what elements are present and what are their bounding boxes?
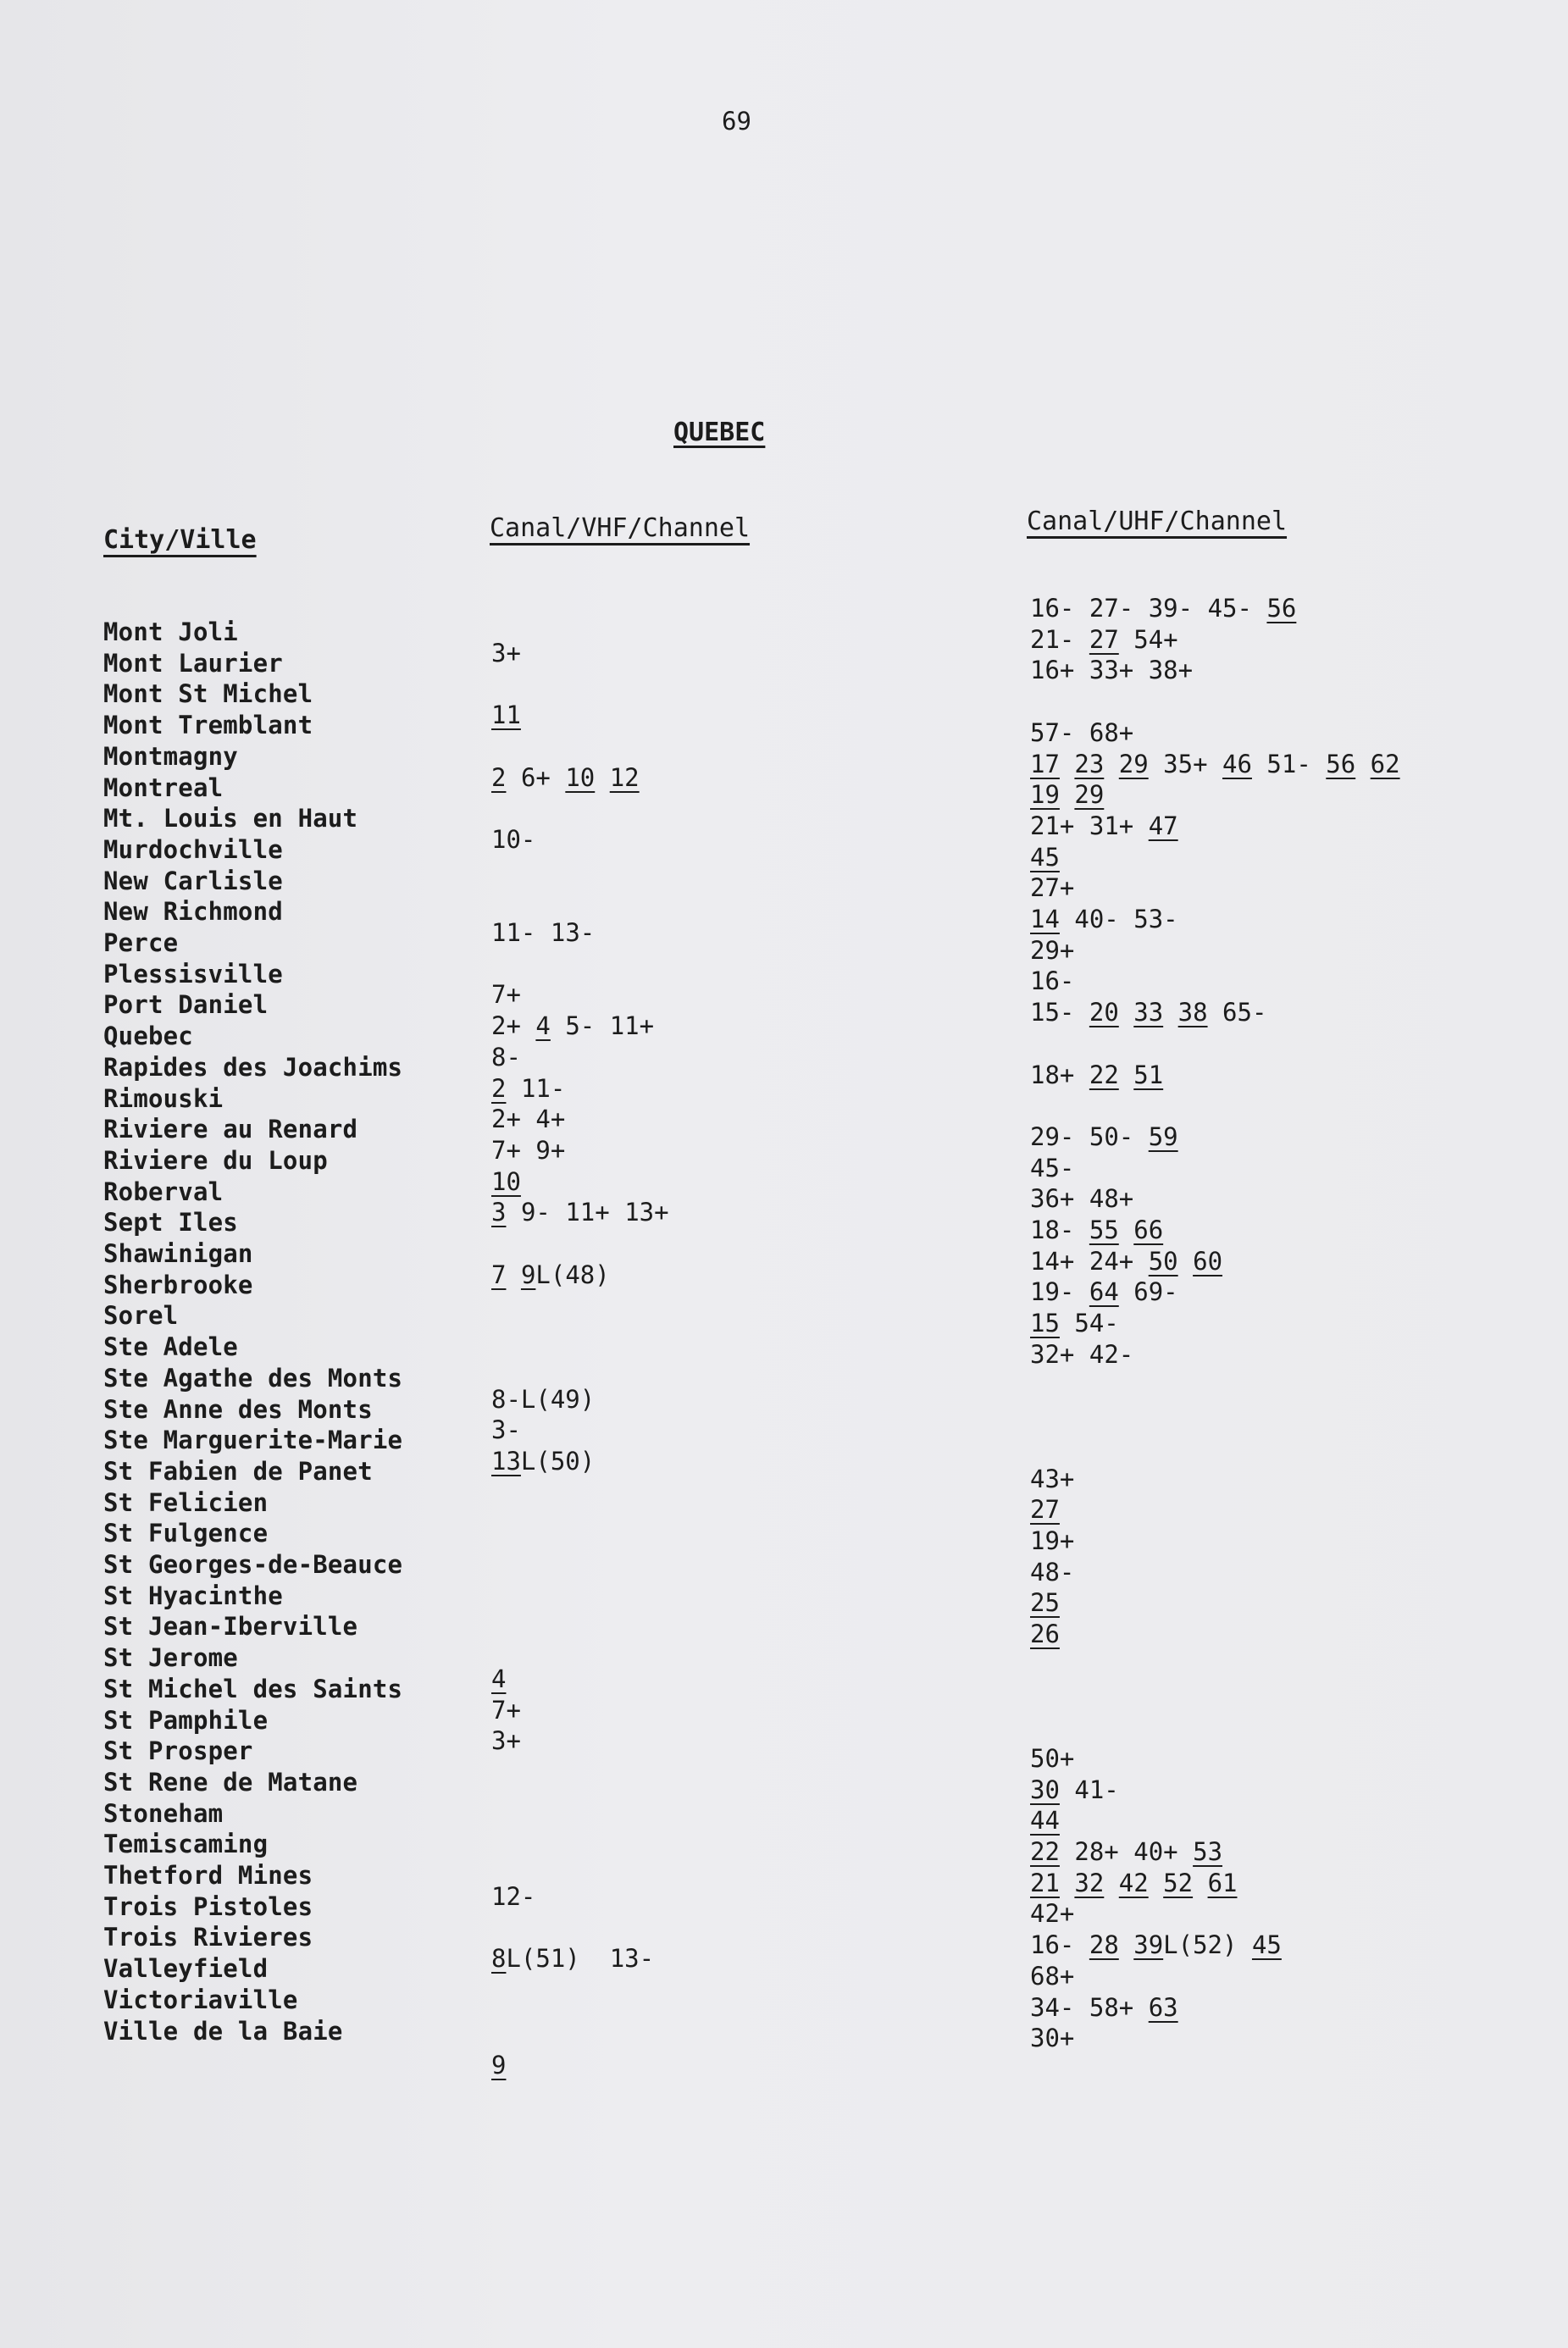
uhf-channels <box>1030 655 1193 685</box>
vhf-channel: 8-L(49) <box>491 1384 596 1414</box>
uhf-channel: 30+ <box>1030 2024 1075 2053</box>
uhf-channel: 69- <box>1133 1277 1178 1307</box>
city-name: St Prosper <box>103 1736 253 1766</box>
uhf-channel: 45- <box>1207 594 1252 623</box>
vhf-channel: 3+ <box>491 1726 521 1756</box>
city-name: New Richmond <box>103 897 283 927</box>
uhf-channel: 21- <box>1030 624 1075 654</box>
uhf-channel: 50- <box>1089 1121 1134 1151</box>
vhf-channels <box>491 1104 565 1134</box>
uhf-channels <box>1030 624 1178 655</box>
vhf-channels <box>491 917 595 948</box>
uhf-channel: 68+ <box>1030 1961 1075 1991</box>
uhf-channel: 57- <box>1030 717 1075 747</box>
uhf-channels <box>1030 1339 1133 1370</box>
uhf-channels <box>1030 1183 1133 1214</box>
city-name: Mont St Michel <box>103 679 313 709</box>
vhf-channel: 12 <box>609 762 640 792</box>
city-name: Plessisville <box>103 959 283 988</box>
vhf-channels <box>491 1943 654 1974</box>
vhf-channel: 7+ <box>491 1135 521 1165</box>
uhf-channel: 35+ <box>1163 749 1208 778</box>
uhf-channel: 52 <box>1163 1868 1194 1897</box>
uhf-channels <box>1030 1898 1074 1929</box>
uhf-channel: 44 <box>1030 1806 1060 1836</box>
vhf-channel: 2 <box>491 762 507 792</box>
uhf-channel: 33+ <box>1089 656 1134 685</box>
city-name: St Hyacinthe <box>103 1581 283 1610</box>
uhf-channels <box>1030 1308 1119 1338</box>
vhf-channel: 12- <box>491 1881 536 1911</box>
uhf-channel: 19 <box>1030 780 1060 810</box>
uhf-channel: 20 <box>1089 998 1119 1027</box>
uhf-channel: 65- <box>1222 998 1267 1027</box>
vhf-channel: 10 <box>491 1166 521 1196</box>
city-name: St Pamphile <box>103 1705 269 1735</box>
city-name: Rapides des Joachims <box>103 1052 403 1082</box>
city-name: Perce <box>103 928 179 957</box>
vhf-channels <box>491 1664 506 1694</box>
uhf-channel: 33 <box>1133 998 1164 1027</box>
city-name: Ste Adele <box>103 1332 238 1362</box>
uhf-channels <box>1030 1775 1119 1805</box>
uhf-channels <box>1030 1619 1060 1649</box>
vhf-channel: 11+ <box>565 1198 610 1227</box>
city-name: Trois Rivieres <box>103 1923 313 1952</box>
city-name: Temiscaming <box>103 1830 269 1859</box>
city-name: Port Daniel <box>103 990 269 1020</box>
uhf-channels <box>1030 1805 1060 1836</box>
uhf-channel: 23 <box>1074 749 1105 778</box>
column-header-uhf: Canal/UHF/Channel <box>1027 507 1288 536</box>
uhf-channel: 30 <box>1030 1775 1060 1804</box>
vhf-channel: L(50) <box>520 1446 596 1476</box>
uhf-channels <box>1030 1060 1163 1090</box>
page-title: QUEBEC <box>673 418 766 447</box>
uhf-channel: 56 <box>1326 749 1356 778</box>
uhf-channel: 63 <box>1148 1992 1178 2022</box>
uhf-channel: 29- <box>1030 1121 1075 1151</box>
city-name: Montmagny <box>103 741 238 771</box>
vhf-channels <box>491 1135 565 1166</box>
vhf-channels <box>491 1166 521 1197</box>
uhf-channel: 21+ <box>1030 811 1075 840</box>
uhf-channel: 31+ <box>1089 811 1134 840</box>
vhf-channels <box>491 1011 654 1041</box>
vhf-channels <box>491 824 535 855</box>
vhf-channel: 7+ <box>491 1695 521 1725</box>
city-name: Stoneham <box>103 1798 224 1828</box>
uhf-channel: 21 <box>1030 1868 1060 1897</box>
uhf-channel: 22 <box>1030 1837 1060 1866</box>
uhf-channels <box>1030 811 1178 841</box>
city-name: Quebec <box>103 1022 193 1051</box>
vhf-channel: 11- <box>491 918 536 947</box>
uhf-channel: 16- <box>1030 1930 1075 1960</box>
uhf-channel: 54+ <box>1133 624 1178 654</box>
uhf-channels <box>1030 1930 1282 1960</box>
city-name: St Georges-de-Beauce <box>103 1550 403 1579</box>
city-name: Sherbrooke <box>103 1270 253 1299</box>
uhf-channel: 45- <box>1030 1153 1075 1182</box>
uhf-channels <box>1030 717 1133 748</box>
column-header-vhf: Canal/VHF/Channel <box>490 513 751 543</box>
city-name: Mont Laurier <box>103 648 283 678</box>
uhf-channel: 42 <box>1118 1868 1149 1897</box>
uhf-channel: 39 <box>1133 1930 1164 1960</box>
vhf-channel: 9 <box>491 2051 507 2080</box>
uhf-channel: 28 <box>1089 1930 1119 1960</box>
uhf-channels <box>1030 966 1074 996</box>
city-name: Mont Tremblant <box>103 711 313 740</box>
uhf-channel: 42- <box>1089 1339 1134 1369</box>
uhf-channel: 29+ <box>1030 935 1075 965</box>
city-name: Victoriaville <box>103 1985 298 2014</box>
vhf-channels <box>491 762 640 793</box>
uhf-channel: 53 <box>1193 1837 1223 1866</box>
vhf-channel: 8- <box>491 1042 521 1072</box>
uhf-channel: 59 <box>1148 1121 1178 1151</box>
city-name: St Jerome <box>103 1643 238 1673</box>
uhf-channel: 18+ <box>1030 1060 1075 1089</box>
uhf-channels <box>1030 904 1178 934</box>
uhf-channel: 58+ <box>1089 1992 1134 2022</box>
uhf-channel: 38 <box>1177 998 1208 1027</box>
city-name: Ste Anne des Monts <box>103 1394 373 1424</box>
uhf-channels <box>1030 1992 1178 2023</box>
uhf-channels <box>1030 1587 1060 1618</box>
uhf-channels <box>1030 1121 1178 1152</box>
uhf-channel: 28+ <box>1074 1837 1119 1866</box>
vhf-channels <box>491 1446 595 1476</box>
vhf-channel: 13 <box>491 1446 521 1476</box>
uhf-channel: 55 <box>1089 1216 1119 1244</box>
vhf-channel: 8 <box>491 1944 507 1974</box>
uhf-channel: 56 <box>1266 594 1297 623</box>
uhf-channel: 47 <box>1148 811 1178 840</box>
uhf-channel: L(52) <box>1163 1930 1238 1960</box>
city-name: St Jean-Iberville <box>103 1612 358 1642</box>
vhf-channel: 7+ <box>491 980 521 1010</box>
uhf-channel: 27- <box>1089 594 1134 623</box>
city-name: Thetford Mines <box>103 1861 313 1890</box>
vhf-channel: 10- <box>491 824 536 854</box>
uhf-channel: 42+ <box>1030 1899 1075 1929</box>
city-name: Ste Marguerite-Marie <box>103 1426 403 1455</box>
uhf-channel: 64 <box>1089 1277 1119 1307</box>
uhf-channels <box>1030 872 1074 903</box>
uhf-channel: 62 <box>1370 749 1400 778</box>
vhf-channel: 5- <box>565 1011 596 1041</box>
uhf-channel: 22 <box>1089 1060 1119 1089</box>
vhf-channels <box>491 1881 535 1912</box>
uhf-channel: 16+ <box>1030 656 1075 685</box>
vhf-channels <box>491 979 521 1010</box>
vhf-channel: L(51) <box>506 1944 580 1974</box>
uhf-channels <box>1030 1246 1222 1276</box>
vhf-channel: 13+ <box>624 1198 669 1227</box>
uhf-channels <box>1030 1494 1060 1525</box>
uhf-channel: 19- <box>1030 1277 1075 1307</box>
uhf-channel: 51- <box>1266 749 1311 778</box>
city-name: St Rene de Matane <box>103 1767 358 1797</box>
vhf-channel: 11- <box>520 1073 566 1103</box>
city-name: Mont Joli <box>103 617 238 646</box>
city-name: Murdochville <box>103 834 283 864</box>
city-name: Riviere au Renard <box>103 1115 358 1144</box>
uhf-channel: 43+ <box>1030 1464 1075 1493</box>
city-name: St Fabien de Panet <box>103 1456 373 1486</box>
vhf-channel: 11 <box>491 701 521 730</box>
vhf-channel: 11+ <box>609 1011 655 1041</box>
uhf-channel: 68+ <box>1089 717 1134 747</box>
uhf-channel: 41- <box>1074 1775 1119 1804</box>
vhf-channels <box>491 700 521 730</box>
uhf-channels <box>1030 997 1266 1027</box>
vhf-channels <box>491 1042 521 1072</box>
vhf-channel: 13- <box>595 1944 655 1974</box>
uhf-channel: 29 <box>1074 780 1105 810</box>
vhf-channel: 2+ <box>491 1105 521 1134</box>
city-name: St Michel des Saints <box>103 1674 403 1703</box>
city-name: Sorel <box>103 1301 179 1331</box>
vhf-channel: 9+ <box>535 1135 566 1165</box>
uhf-channel: 54- <box>1074 1309 1119 1338</box>
city-name: Riviere du Loup <box>103 1145 328 1175</box>
page-number: 69 <box>722 107 751 136</box>
vhf-channels <box>491 1695 521 1725</box>
city-name: St Fulgence <box>103 1519 269 1548</box>
uhf-channel: 27 <box>1089 624 1119 654</box>
uhf-channel: 34- <box>1030 1992 1075 2022</box>
city-name: Mt. Louis en Haut <box>103 804 358 833</box>
vhf-channel: 9 <box>520 1260 536 1289</box>
uhf-channel: 24+ <box>1089 1246 1134 1276</box>
city-name: Ville de la Baie <box>103 2016 343 2046</box>
uhf-channel: 51 <box>1133 1060 1164 1089</box>
uhf-channel: 19+ <box>1030 1526 1075 1555</box>
uhf-channel: 15 <box>1030 1309 1060 1338</box>
uhf-channel: 46 <box>1222 749 1252 778</box>
uhf-channel: 17 <box>1030 749 1060 778</box>
city-name: Montreal <box>103 773 224 802</box>
vhf-channels <box>491 1725 521 1756</box>
uhf-channels <box>1030 1557 1074 1587</box>
city-name: Valleyfield <box>103 1954 269 1984</box>
uhf-channels <box>1030 1215 1163 1245</box>
city-name: Roberval <box>103 1177 224 1206</box>
uhf-channel: 50 <box>1148 1246 1178 1276</box>
vhf-channels <box>491 1260 610 1290</box>
vhf-channel: 10 <box>565 762 596 792</box>
city-name: Rimouski <box>103 1083 224 1113</box>
uhf-channel: 61 <box>1207 1868 1238 1897</box>
vhf-channel: 2+ <box>491 1011 521 1041</box>
vhf-channel: 4 <box>535 1011 551 1041</box>
uhf-channel: 39- <box>1148 594 1194 623</box>
uhf-channels <box>1030 1464 1074 1494</box>
uhf-channel: 48+ <box>1089 1184 1134 1214</box>
city-name: New Carlisle <box>103 866 283 895</box>
city-name: Sept Iles <box>103 1208 238 1238</box>
uhf-channel: 16- <box>1030 966 1075 996</box>
uhf-channels <box>1030 1743 1074 1774</box>
uhf-channel: 27 <box>1030 1495 1060 1525</box>
vhf-channels <box>491 638 521 668</box>
vhf-channel: 2 <box>491 1073 507 1103</box>
vhf-channels <box>491 1384 595 1415</box>
uhf-channel: 32+ <box>1030 1339 1075 1369</box>
uhf-channel: 40- <box>1074 905 1119 933</box>
vhf-channels <box>491 2050 506 2080</box>
uhf-channel: 45 <box>1251 1930 1282 1960</box>
vhf-channel: 9- <box>520 1198 551 1227</box>
uhf-channels <box>1030 1961 1074 1991</box>
vhf-channels <box>491 1073 565 1104</box>
uhf-channel: 16- <box>1030 594 1075 623</box>
uhf-channels <box>1030 593 1296 623</box>
uhf-channel: 18- <box>1030 1216 1075 1244</box>
uhf-channels <box>1030 935 1074 966</box>
uhf-channel: 40+ <box>1133 1837 1178 1866</box>
uhf-channels <box>1030 1526 1074 1556</box>
uhf-channels <box>1030 1868 1237 1898</box>
vhf-channels <box>491 1415 521 1445</box>
uhf-channel: 14 <box>1030 905 1060 933</box>
uhf-channels <box>1030 779 1104 810</box>
vhf-channel: 3+ <box>491 638 521 667</box>
uhf-channels <box>1030 842 1060 872</box>
city-name: Ste Agathe des Monts <box>103 1363 403 1393</box>
uhf-channels <box>1030 1276 1178 1307</box>
vhf-channel: 3 <box>491 1198 507 1227</box>
uhf-channel: 26 <box>1030 1620 1060 1649</box>
uhf-channel: 36+ <box>1030 1184 1075 1214</box>
uhf-channel: 38+ <box>1148 656 1194 685</box>
uhf-channel: 29 <box>1118 749 1149 778</box>
vhf-channel: L(48) <box>535 1260 610 1289</box>
city-name: St Felicien <box>103 1487 269 1517</box>
uhf-channel: 53- <box>1133 905 1178 933</box>
city-name: Trois Pistoles <box>103 1891 313 1921</box>
uhf-channel: 14+ <box>1030 1246 1075 1276</box>
uhf-channel: 15- <box>1030 998 1075 1027</box>
uhf-channels <box>1030 1836 1222 1867</box>
vhf-channel: 7 <box>491 1260 507 1289</box>
uhf-channel: 60 <box>1193 1246 1223 1276</box>
vhf-channel: 13- <box>550 918 596 947</box>
vhf-channel: 6+ <box>520 762 551 792</box>
uhf-channel: 25 <box>1030 1588 1060 1618</box>
uhf-channels <box>1030 749 1400 779</box>
vhf-channel: 3- <box>491 1415 521 1445</box>
uhf-channels <box>1030 2023 1074 2053</box>
uhf-channel: 32 <box>1074 1868 1105 1897</box>
uhf-channel: 27+ <box>1030 873 1075 903</box>
uhf-channels <box>1030 1153 1074 1183</box>
uhf-channel: 45 <box>1030 842 1060 872</box>
column-header-city: City/Ville <box>103 525 257 555</box>
uhf-channel: 48- <box>1030 1557 1075 1587</box>
vhf-channel: 4 <box>491 1664 507 1693</box>
vhf-channel: 4+ <box>535 1105 566 1134</box>
uhf-channel: 66 <box>1133 1216 1164 1244</box>
vhf-channels <box>491 1197 669 1227</box>
city-name: Shawinigan <box>103 1239 253 1268</box>
uhf-channel: 50+ <box>1030 1743 1075 1773</box>
